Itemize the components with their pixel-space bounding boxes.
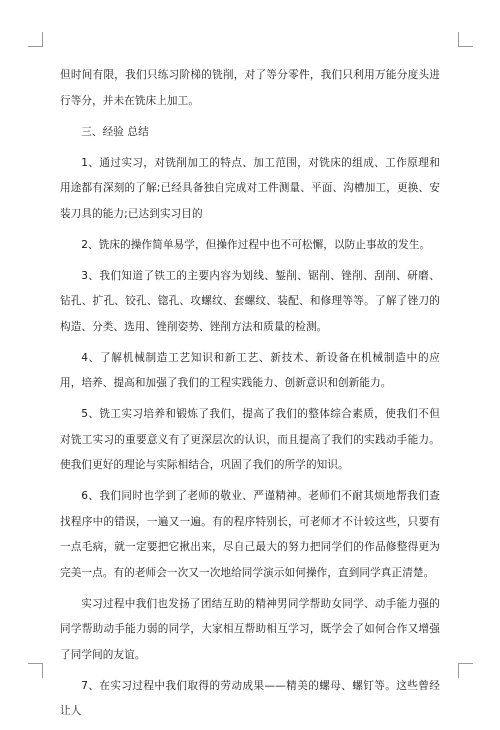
paragraph-continuation: 但时间有限，我们只练习阶梯的铣削，对了等分零件，我们只利用万能分度头进行等分，并未在铣床上加工。 [60, 69, 440, 107]
paragraph-item-5: 5、铣工实习培养和锻炼了我们，提高了我们的整体综合素质，使我们不但对铣工实习的重要意义有了更深层次的认识，而且提高了我们的实践动手能力。使我们更好的理论与实际相结合，巩固了我们的所学的知识。 [60, 408, 440, 471]
crop-mark-bottom-left [28, 663, 43, 678]
paragraph-teamwork: 实习过程中我们也发扬了团结互助的精神男同学帮助女同学、动手能力强的同学帮助动手能力弱的同学，大家相互帮助相互学习，既学会了如何合作又增强了同学间的友谊。 [60, 597, 440, 661]
paragraph-item-4: 4、了解机械制造工艺知识和新工艺、新技术、新设备在机械制造中的应用，培养、提高和加强了我们的工程实践能力、创新意识和创新能力。 [60, 351, 440, 389]
paragraph-item-6: 6、我们同时也学到了老师的敬业、严谨精神。老师们不耐其烦地帮我们查找程序中的错误，一遍又一遍。有的程序特别长，可老师才不计较这些，只要有一点毛病，就一定要把它揪出来，尽自己最大的努力把同学们的作品修整得更为完美一点。有的老师会一次又一次地给同学演示如何操作，直到同学真正清楚。 [60, 490, 440, 579]
document-body [60, 63, 440, 730]
section-heading-experience-summary: 三、经验 总结 [81, 125, 149, 138]
crop-mark-top-right [458, 32, 473, 47]
crop-mark-top-left [28, 32, 43, 47]
paragraph-item-7: 7、在实习过程中我们取得的劳动成果——精美的螺母、螺钉等。这些曾经让人 [60, 679, 440, 717]
paragraph-item-1: 1、通过实习，对铣削加工的特点、加工范围，对铣床的组成、工作原理和用途都有深刻的了解;已经具备独自完成对工件测量、平面、沟槽加工，更换、安装刀具的能力;已达到实习目的 [60, 156, 440, 220]
crop-mark-bottom-right [458, 663, 473, 678]
paragraph-item-2: 2、铣床的操作简单易学，但操作过程中也不可松懈，以防止事故的发生。 [81, 238, 431, 251]
paragraph-item-3: 3、我们知道了铁工的主要内容为划线、錾削、锯削、锉削、刮削、研磨、钻孔、扩孔、铰孔、锪孔、攻螺纹、套螺纹、装配、和修理等等。了解了锉刀的构造、分类、选用、锉削姿势、锉削方法和质量的检测。 [60, 269, 440, 333]
